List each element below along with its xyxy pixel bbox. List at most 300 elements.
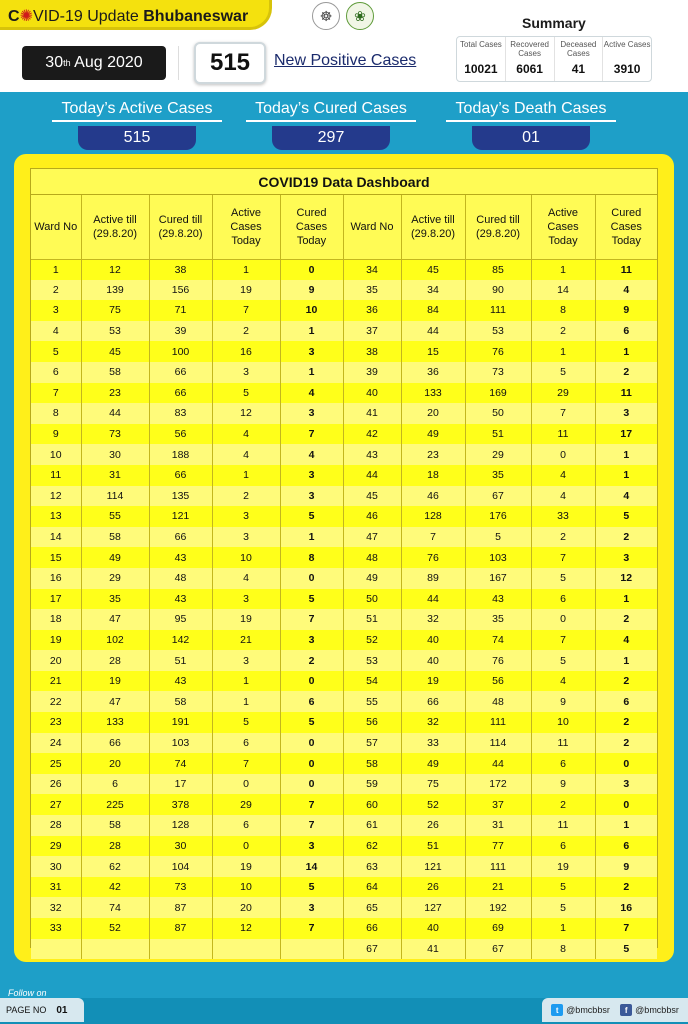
table-cell: 3	[595, 403, 657, 424]
table-cell: 40	[343, 383, 401, 404]
table-cell: 33	[531, 506, 595, 527]
table-cell: 19	[31, 630, 81, 651]
table-cell: 19	[81, 671, 149, 692]
table-cell: 102	[81, 630, 149, 651]
summary-value: 6061	[516, 62, 543, 76]
dashboard-panel	[14, 154, 674, 962]
table-cell: 1	[212, 259, 280, 280]
table-cell: 6	[212, 815, 280, 836]
table-cell: 48	[149, 568, 212, 589]
table-cell: 38	[343, 341, 401, 362]
table-cell: 28	[31, 815, 81, 836]
table-cell: 29	[212, 794, 280, 815]
table-cell: 41	[401, 939, 465, 960]
summary-label: Recovered Cases	[510, 40, 549, 58]
table-row	[31, 589, 657, 610]
table-row	[31, 630, 657, 651]
table-cell: 47	[81, 691, 149, 712]
summary-value: 41	[571, 62, 586, 76]
table-cell: 156	[149, 280, 212, 301]
table-cell: 53	[81, 321, 149, 342]
table-cell: 48	[465, 691, 531, 712]
table-row	[31, 774, 657, 795]
table-cell: 49	[81, 547, 149, 568]
table-cell: 7	[212, 753, 280, 774]
table-cell: 103	[465, 547, 531, 568]
table-cell: 1	[595, 444, 657, 465]
table-cell: 0	[212, 836, 280, 857]
table-cell: 4	[212, 444, 280, 465]
table-cell: 66	[401, 691, 465, 712]
table-cell: 58	[81, 362, 149, 383]
table-cell: 0	[531, 609, 595, 630]
table-cell: 5	[531, 877, 595, 898]
table-cell: 39	[149, 321, 212, 342]
table-cell: 41	[343, 403, 401, 424]
table-cell: 8	[31, 403, 81, 424]
table-cell: 50	[343, 589, 401, 610]
table-cell: 7	[280, 918, 343, 939]
table-cell: 51	[401, 836, 465, 857]
table-cell: 76	[401, 547, 465, 568]
table-cell: 32	[401, 609, 465, 630]
summary-total	[457, 37, 506, 81]
column-header: Active Cases Today	[212, 195, 280, 259]
table-cell: 16	[212, 341, 280, 362]
table-cell: 3	[212, 362, 280, 383]
table-cell: 56	[343, 712, 401, 733]
table-cell: 1	[531, 918, 595, 939]
table-cell: 14	[531, 280, 595, 301]
column-header: Ward No	[31, 195, 81, 259]
table-cell: 11	[31, 465, 81, 486]
dashboard-frame	[30, 168, 658, 955]
table-cell: 32	[31, 897, 81, 918]
table-cell: 3	[280, 341, 343, 362]
table-cell: 11	[531, 815, 595, 836]
table-cell: 4	[595, 280, 657, 301]
table-cell: 66	[149, 362, 212, 383]
table-cell: 49	[343, 568, 401, 589]
table-cell: 10	[280, 300, 343, 321]
table-cell: 73	[81, 424, 149, 445]
title-prefix: C	[8, 8, 20, 25]
table-cell: 45	[343, 486, 401, 507]
facebook-handle: @bmcbbsr	[635, 1005, 679, 1015]
table-cell: 3	[280, 403, 343, 424]
table-cell: 17	[149, 774, 212, 795]
table-cell: 10	[31, 444, 81, 465]
table-cell: 142	[149, 630, 212, 651]
table-cell: 172	[465, 774, 531, 795]
table-cell: 4	[531, 671, 595, 692]
summary-active	[603, 37, 651, 81]
table-cell: 19	[531, 856, 595, 877]
table-row	[31, 424, 657, 445]
table-cell: 64	[343, 877, 401, 898]
table-cell: 1	[595, 341, 657, 362]
table-cell: 6	[595, 836, 657, 857]
table-cell: 42	[81, 877, 149, 898]
table-cell: 7	[531, 547, 595, 568]
table-cell: 2	[595, 527, 657, 548]
table-cell: 37	[465, 794, 531, 815]
summary-value: 10021	[464, 62, 498, 76]
table-cell: 73	[149, 877, 212, 898]
table-cell: 34	[343, 259, 401, 280]
table-cell: 39	[343, 362, 401, 383]
table-row	[31, 939, 657, 960]
table-row	[31, 280, 657, 301]
today-death	[446, 100, 616, 150]
table-cell: 43	[343, 444, 401, 465]
table-header-row	[31, 195, 657, 259]
table-cell: 30	[31, 856, 81, 877]
table-cell: 7	[280, 794, 343, 815]
table-cell: 11	[531, 733, 595, 754]
table-cell: 58	[149, 691, 212, 712]
table-cell: 46	[401, 486, 465, 507]
facebook-link[interactable]	[620, 1004, 679, 1016]
table-cell: 74	[81, 897, 149, 918]
table-cell: 128	[401, 506, 465, 527]
table-cell: 0	[280, 774, 343, 795]
table-row	[31, 712, 657, 733]
summary-deceased	[555, 37, 604, 81]
table-cell: 9	[280, 280, 343, 301]
table-cell: 3	[212, 589, 280, 610]
today-cured	[246, 100, 416, 150]
table-cell: 53	[465, 321, 531, 342]
table-cell: 35	[343, 280, 401, 301]
table-cell: 90	[465, 280, 531, 301]
table-cell: 44	[401, 321, 465, 342]
table-cell: 55	[343, 691, 401, 712]
date-badge	[22, 46, 166, 80]
table-cell	[280, 939, 343, 960]
table-cell: 5	[280, 877, 343, 898]
table-cell: 5	[280, 712, 343, 733]
table-cell: 76	[465, 341, 531, 362]
table-cell: 66	[149, 527, 212, 548]
table-cell: 4	[280, 444, 343, 465]
table-cell: 6	[531, 836, 595, 857]
title-banner	[0, 0, 272, 30]
table-cell: 19	[212, 609, 280, 630]
ward-table	[31, 195, 657, 959]
bmc-logo-icon: ❀	[346, 2, 374, 30]
table-cell: 3	[280, 630, 343, 651]
table-cell: 29	[531, 383, 595, 404]
table-cell: 1	[212, 671, 280, 692]
table-cell: 77	[465, 836, 531, 857]
table-cell: 4	[31, 321, 81, 342]
table-cell: 17	[595, 424, 657, 445]
table-cell: 36	[401, 362, 465, 383]
table-cell: 66	[149, 465, 212, 486]
column-header: Active Cases Today	[531, 195, 595, 259]
table-cell: 4	[212, 568, 280, 589]
table-cell: 103	[149, 733, 212, 754]
follow-label: Follow on	[8, 988, 47, 998]
virus-icon: ✺	[19, 8, 33, 25]
table-cell: 30	[149, 836, 212, 857]
table-cell: 4	[595, 630, 657, 651]
table-cell: 5	[531, 650, 595, 671]
table-cell: 1	[280, 362, 343, 383]
table-cell: 51	[343, 609, 401, 630]
table-cell: 28	[81, 836, 149, 857]
table-cell: 1	[280, 527, 343, 548]
table-cell: 30	[81, 444, 149, 465]
table-cell: 89	[401, 568, 465, 589]
table-cell: 1	[212, 465, 280, 486]
new-cases-count: 515	[194, 42, 266, 84]
table-cell: 121	[149, 506, 212, 527]
table-cell: 2	[531, 527, 595, 548]
table-cell: 45	[401, 259, 465, 280]
table-cell: 35	[81, 589, 149, 610]
table-cell: 10	[212, 547, 280, 568]
table-cell: 6	[595, 691, 657, 712]
table-cell: 21	[465, 877, 531, 898]
table-cell: 3	[595, 547, 657, 568]
table-cell: 52	[81, 918, 149, 939]
table-cell: 7	[595, 918, 657, 939]
table-cell: 19	[212, 856, 280, 877]
table-cell: 35	[465, 465, 531, 486]
table-cell	[81, 939, 149, 960]
table-cell: 85	[465, 259, 531, 280]
table-cell: 48	[343, 547, 401, 568]
table-cell: 10	[212, 877, 280, 898]
table-cell: 74	[149, 753, 212, 774]
table-cell: 1	[595, 465, 657, 486]
summary-label: Deceased Cases	[560, 40, 597, 58]
table-row	[31, 794, 657, 815]
table-row	[31, 547, 657, 568]
column-header: Ward No	[343, 195, 401, 259]
table-cell: 44	[401, 589, 465, 610]
table-cell: 40	[401, 650, 465, 671]
table-cell: 36	[343, 300, 401, 321]
table-cell: 7	[212, 300, 280, 321]
table-cell: 83	[149, 403, 212, 424]
table-cell: 6	[531, 753, 595, 774]
table-cell: 43	[149, 671, 212, 692]
table-cell: 0	[280, 259, 343, 280]
table-cell: 5	[595, 939, 657, 960]
table-cell: 12	[595, 568, 657, 589]
table-cell: 191	[149, 712, 212, 733]
table-cell: 21	[31, 671, 81, 692]
table-cell: 12	[212, 918, 280, 939]
table-cell: 135	[149, 486, 212, 507]
table-cell: 100	[149, 341, 212, 362]
column-header: Cured till (29.8.20)	[465, 195, 531, 259]
table-cell: 35	[465, 609, 531, 630]
table-cell: 15	[401, 341, 465, 362]
table-cell: 3	[212, 650, 280, 671]
table-row	[31, 362, 657, 383]
table-cell: 8	[531, 300, 595, 321]
table-cell: 29	[31, 836, 81, 857]
table-cell: 23	[81, 383, 149, 404]
table-cell: 4	[595, 486, 657, 507]
table-cell: 43	[149, 589, 212, 610]
table-cell: 23	[401, 444, 465, 465]
table-cell: 53	[343, 650, 401, 671]
table-row	[31, 506, 657, 527]
table-cell: 2	[531, 794, 595, 815]
table-cell: 3	[280, 897, 343, 918]
table-cell: 31	[31, 877, 81, 898]
table-cell: 6	[531, 589, 595, 610]
table-cell: 11	[531, 424, 595, 445]
table-cell: 9	[31, 424, 81, 445]
table-cell: 2	[595, 733, 657, 754]
table-cell: 0	[595, 794, 657, 815]
table-cell: 46	[343, 506, 401, 527]
table-cell: 1	[212, 691, 280, 712]
title-city: Bhubaneswar	[143, 8, 249, 25]
table-cell: 10	[531, 712, 595, 733]
table-cell: 7	[280, 815, 343, 836]
table-cell: 20	[31, 650, 81, 671]
table-cell: 24	[31, 733, 81, 754]
table-row	[31, 568, 657, 589]
table-cell: 5	[280, 589, 343, 610]
table-row	[31, 897, 657, 918]
table-cell: 18	[31, 609, 81, 630]
table-cell: 6	[31, 362, 81, 383]
table-cell: 6	[81, 774, 149, 795]
table-cell: 1	[595, 650, 657, 671]
table-cell: 4	[212, 424, 280, 445]
table-cell: 21	[212, 630, 280, 651]
table-cell: 43	[149, 547, 212, 568]
table-row	[31, 918, 657, 939]
table-cell: 11	[595, 383, 657, 404]
column-header: Cured till (29.8.20)	[149, 195, 212, 259]
twitter-handle: @bmcbbsr	[566, 1005, 610, 1015]
table-cell: 67	[343, 939, 401, 960]
table-cell: 87	[149, 897, 212, 918]
table-cell: 22	[31, 691, 81, 712]
table-cell: 1	[595, 589, 657, 610]
emblems	[312, 2, 374, 30]
table-cell: 7	[31, 383, 81, 404]
table-cell: 55	[81, 506, 149, 527]
table-cell: 5	[531, 362, 595, 383]
table-cell: 111	[465, 712, 531, 733]
table-cell: 3	[212, 506, 280, 527]
table-cell: 0	[531, 444, 595, 465]
table-cell: 74	[465, 630, 531, 651]
table-row	[31, 856, 657, 877]
table-cell: 52	[401, 794, 465, 815]
table-cell: 5	[31, 341, 81, 362]
table-cell: 69	[465, 918, 531, 939]
table-cell: 3	[31, 300, 81, 321]
table-cell: 34	[401, 280, 465, 301]
table-cell: 378	[149, 794, 212, 815]
new-cases-label: New Positive Cases	[274, 52, 417, 69]
table-cell: 32	[401, 712, 465, 733]
table-cell: 3	[280, 486, 343, 507]
table-cell: 2	[595, 362, 657, 383]
table-cell: 2	[212, 321, 280, 342]
table-cell: 20	[212, 897, 280, 918]
date-rest: Aug 2020	[70, 54, 143, 71]
table-cell: 56	[149, 424, 212, 445]
table-cell: 6	[212, 733, 280, 754]
twitter-link[interactable]	[551, 1004, 610, 1016]
table-cell: 54	[343, 671, 401, 692]
table-cell: 23	[31, 712, 81, 733]
column-header: Active till (29.8.20)	[401, 195, 465, 259]
table-cell: 40	[401, 630, 465, 651]
table-cell: 139	[81, 280, 149, 301]
table-cell: 12	[31, 486, 81, 507]
table-cell: 9	[595, 856, 657, 877]
table-cell: 1	[280, 321, 343, 342]
table-row	[31, 383, 657, 404]
table-cell: 15	[31, 547, 81, 568]
table-cell: 114	[465, 733, 531, 754]
table-cell: 61	[343, 815, 401, 836]
table-cell: 6	[595, 321, 657, 342]
table-cell: 84	[401, 300, 465, 321]
table-cell: 0	[280, 671, 343, 692]
table-cell: 188	[149, 444, 212, 465]
table-cell: 75	[81, 300, 149, 321]
table-cell: 9	[531, 774, 595, 795]
table-cell: 65	[343, 897, 401, 918]
table-cell	[31, 939, 81, 960]
table-cell: 12	[81, 259, 149, 280]
dashboard-title: COVID19 Data Dashboard	[31, 169, 657, 195]
table-cell: 33	[31, 918, 81, 939]
social-links	[542, 998, 688, 1022]
table-row	[31, 733, 657, 754]
table-cell: 2	[31, 280, 81, 301]
table-cell: 225	[81, 794, 149, 815]
table-cell: 5	[212, 383, 280, 404]
table-cell: 27	[31, 794, 81, 815]
twitter-icon: t	[551, 1004, 563, 1016]
title-mid: VID-19 Update	[32, 8, 144, 25]
table-cell: 75	[401, 774, 465, 795]
table-row	[31, 815, 657, 836]
table-cell: 63	[343, 856, 401, 877]
table-cell: 58	[81, 815, 149, 836]
table-cell: 52	[343, 630, 401, 651]
table-cell: 26	[31, 774, 81, 795]
table-cell: 14	[31, 527, 81, 548]
column-header: Cured Cases Today	[595, 195, 657, 259]
column-header: Active till (29.8.20)	[81, 195, 149, 259]
table-row	[31, 671, 657, 692]
table-cell: 6	[280, 691, 343, 712]
table-cell: 62	[343, 836, 401, 857]
table-cell: 114	[81, 486, 149, 507]
table-cell: 9	[531, 691, 595, 712]
table-cell: 76	[465, 650, 531, 671]
table-cell: 44	[343, 465, 401, 486]
table-cell	[149, 939, 212, 960]
table-cell: 58	[343, 753, 401, 774]
